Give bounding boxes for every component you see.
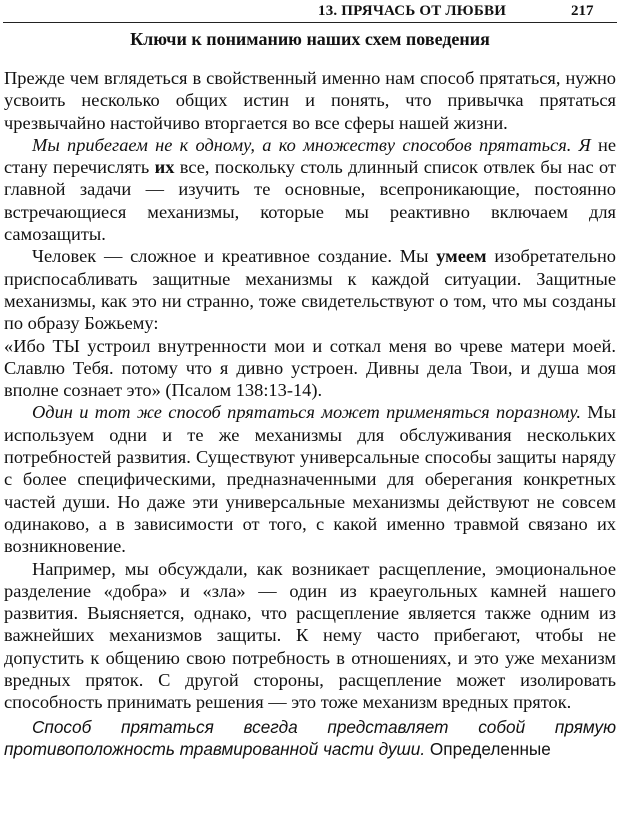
paragraph-3: Человек — сложное и креативное создание. Мы умеем изобретательно приспосабливать защитные механизмы к каждой ситуации. Защитные механизмы, как это ни странно, тоже свидетельствуют о том, что мы созданы по образу Божьему: <box>4 246 616 334</box>
italic-lead: Один и тот же способ прятаться может применяться поразному. <box>32 402 581 423</box>
chapter-title: 13. ПРЯЧАСЬ ОТ ЛЮБВИ <box>318 3 507 19</box>
paragraph-2: Мы прибегаем не к одному, а ко множеству способов прятаться. Я не стану перечислять их все, поскольку столь длинный список отвлек бы нас от главной задачи — изучить те основные, всепроникающие, постоянно встречающиеся механизмы, которые мы реактивно включаем для самозащиты. <box>4 134 616 245</box>
italic-lead: Способ прятаться всегда представляет собой прямую противоположность травмированной части души. <box>4 716 616 759</box>
paragraph-1: Прежде чем вглядеться в свойственный именно нам способ прятаться, нужно усвоить несколько общих истин и понять, что привычка прятаться чрезвычайно настойчиво вторгается во все сферы нашей жизни. <box>4 68 616 133</box>
section-title: Ключи к пониманию наших схем поведения <box>130 29 490 49</box>
paragraph-6: Например, мы обсуждали, как возникает расщепление, эмоциональное разделение «добра» и «зла» — один из краеугольных камней нашего развития. Выясняется, однако, что расщепление является также одним из важнейших механизмов защиты. К нему часто прибегают, чтобы не допустить к общению свою потребность в отношениях, и это уже механизм вредных пряток. С другой стороны, расщепление может изолировать способность принимать решения — это тоже механизм вредных пряток. <box>4 558 616 713</box>
scripture-quote: «Ибо ТЫ устроил внутренности мои и соткал меня во чреве матери моей. Славлю Тебя. потому что я дивно устроен. Дивны дела Твои, и душа моя вполне сознает это» (Псалом 138:13-14). <box>4 335 616 401</box>
body-text <box>4 67 616 760</box>
paragraph-5: Один и тот же способ прятаться может применяться поразному. Мы используем одни и те же механизмы для обслуживания нескольких потребностей развития. Существуют универсальные способы защиты наряду с более специфическими, предназначенными для оберегания конкретных частей души. Но даже эти универсальные механизмы действуют не совсем одинаково, а в зависимости от того, с какой именно травмой связано их возникновение. <box>4 402 617 557</box>
paragraph-7: Способ прятаться всегда представляет собой прямую противоположность травмированной части души. Определенные <box>4 716 616 759</box>
page-number: 217 <box>571 3 594 19</box>
italic-lead: Мы прибегаем не к одному, а ко множеству способов прятаться. Я <box>32 134 591 155</box>
page-header <box>0 0 620 24</box>
header-rule <box>3 22 617 23</box>
bold-word: их <box>154 157 175 178</box>
bold-word: умеем <box>436 246 487 267</box>
